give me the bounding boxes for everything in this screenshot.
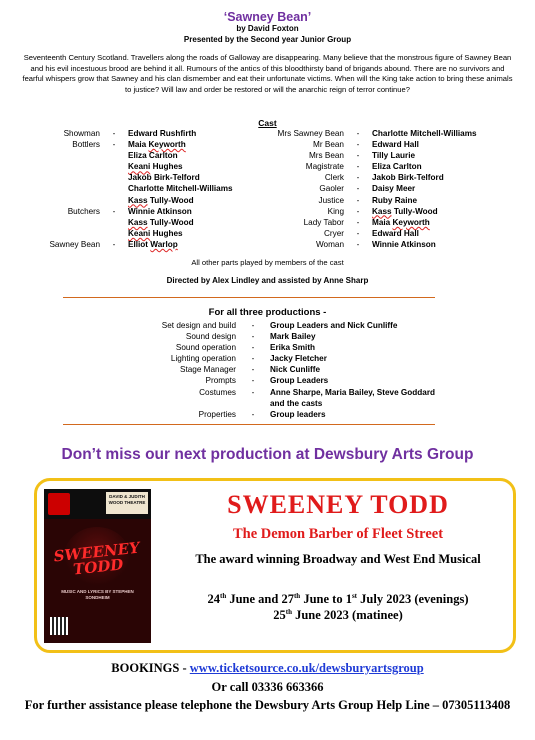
credit-dash [100, 183, 128, 194]
other-parts-note: All other parts played by members of the cast [191, 258, 344, 267]
poster-credits: MUSIC AND LYRICS BY STEPHEN SONDHEIM [61, 589, 134, 600]
credit-role [10, 228, 100, 239]
credit-actor: Keani Hughes [128, 228, 183, 238]
credit-actor: Elliot Warlop [128, 239, 178, 249]
credit-row [254, 183, 477, 194]
divider-rule [63, 297, 435, 298]
credit-role: Lady Tabor [303, 217, 344, 227]
credit-actor: Jakob Birk-Telford [372, 173, 444, 183]
credit-dash: - [356, 239, 360, 249]
credit-row [82, 342, 435, 353]
credit-dash [100, 150, 128, 161]
credit-actor: Erika Smith [270, 343, 316, 353]
credit-row [254, 161, 477, 172]
credit-dash: - [251, 343, 255, 353]
credit-role: Mr Bean [313, 140, 344, 150]
credit-dash: - [251, 409, 255, 419]
credit-role: Woman [315, 239, 344, 249]
credit-role: Butchers [67, 206, 100, 216]
credit-actor: Kass Tully-Wood [372, 206, 438, 216]
credit-row [82, 364, 435, 375]
credit-row [82, 398, 435, 409]
bookings-label: BOOKINGS - [111, 661, 190, 675]
crew-heading: For all three productions - [208, 307, 327, 318]
cast-list-right [254, 128, 477, 250]
credit-row [254, 150, 477, 161]
poster-qr-code-icon [50, 617, 68, 635]
credit-row [10, 183, 233, 194]
credit-role: Mrs Bean [308, 151, 344, 161]
credit-dash: - [251, 332, 255, 342]
credit-actor: Anne Sharpe, Maria Bailey, Steve Goddard [270, 387, 436, 397]
credit-row [82, 320, 435, 331]
credit-role: Bottlers [72, 140, 100, 150]
credit-row [82, 353, 435, 364]
credit-role: Costumes [199, 387, 236, 397]
credit-role: Clerk [324, 173, 344, 183]
credit-role: Justice [318, 195, 344, 205]
credit-row [10, 172, 233, 183]
credit-role [10, 161, 100, 172]
credit-dash: - [356, 184, 360, 194]
credit-actor: Charlotte Mitchell-Williams [128, 184, 233, 194]
credit-dash: - [251, 376, 255, 386]
credit-actor: Winnie Atkinson [128, 206, 192, 216]
credit-row [82, 375, 435, 386]
credit-role: Sawney Bean [49, 239, 100, 249]
credit-row [10, 206, 233, 217]
phone-line: Or call 03336 663366 [211, 680, 324, 694]
credit-role [10, 172, 100, 183]
credit-dash: - [356, 173, 360, 183]
credit-dash [100, 217, 128, 228]
credit-actor: Winnie Atkinson [372, 239, 436, 249]
credit-actor: Eliza Carlton [128, 151, 178, 161]
credit-role: Magistrate [305, 162, 344, 172]
show-subtitle: The Demon Barber of Fleet Street [232, 526, 444, 542]
credit-row [10, 139, 233, 150]
poster-theatre-logo: DAVID & JUDITH WOOD THEATRE [106, 492, 148, 514]
credit-row [254, 128, 477, 139]
credit-actor: and the casts [270, 398, 323, 408]
credit-actor: Charlotte Mitchell-Williams [372, 129, 477, 138]
credit-dash [100, 172, 128, 183]
cast-list-left [10, 128, 233, 250]
credit-dash: - [356, 228, 360, 238]
credit-role: King [327, 206, 344, 216]
poster-title: SWEENEY TODD [52, 538, 141, 579]
performance-dates [160, 592, 516, 623]
credit-row [254, 228, 477, 239]
credit-row [10, 239, 233, 250]
presented-by-line: Presented by the Second year Junior Group [183, 35, 352, 44]
credit-actor: Jakob Birk-Telford [128, 173, 200, 183]
credit-dash [100, 195, 128, 206]
credit-dash: - [112, 239, 116, 249]
credit-actor: Group Leaders and Nick Cunliffe [270, 321, 398, 330]
show-title: SWEENEY TODD [227, 490, 449, 519]
credit-role [82, 398, 236, 409]
credit-dash: - [356, 217, 360, 227]
poster-badge-icon [48, 493, 70, 515]
bookings-line [0, 661, 535, 676]
credit-actor: Edward Hall [372, 140, 419, 150]
credit-dash: - [112, 140, 116, 150]
credit-actor: Keani Hughes [128, 162, 183, 172]
credit-row [254, 195, 477, 206]
credit-dash [100, 228, 128, 239]
credit-role: Cryer [323, 228, 344, 238]
credit-role: Set design and build [161, 321, 236, 330]
credit-actor: Mark Bailey [270, 332, 316, 342]
credit-actor: Kass Tully-Wood [128, 217, 194, 227]
dates-evenings: 24th June and 27th June to 1st July 2023 (evenings) [207, 591, 469, 606]
credit-dash: - [251, 354, 255, 364]
credit-role: Sound operation [175, 343, 236, 353]
credit-actor: Nick Cunliffe [270, 365, 321, 375]
credit-row [82, 409, 435, 420]
bookings-link[interactable]: www.ticketsource.co.uk/dewsburyartsgroup [189, 661, 424, 675]
credit-actor: Maia Keyworth [372, 217, 430, 227]
credit-row [254, 206, 477, 217]
credit-role [10, 195, 100, 206]
credit-role: Properties [198, 409, 236, 419]
credit-dash: - [356, 140, 360, 150]
credit-dash: - [251, 321, 255, 330]
credit-dash: - [112, 129, 116, 138]
credit-dash: - [356, 162, 360, 172]
directed-by-line: Directed by Alex Lindley and assisted by Anne Sharp [166, 276, 369, 285]
next-production-heading: Don’t miss our next production at Dewsbury Arts Group [61, 446, 474, 463]
credit-dash: - [251, 387, 255, 397]
credit-dash: - [112, 206, 116, 216]
help-line: For further assistance please telephone the Dewsbury Arts Group Help Line – 07305113408 [24, 698, 511, 712]
credit-role [10, 183, 100, 194]
crew-list [82, 320, 435, 420]
credit-actor: Group Leaders [270, 376, 329, 386]
credit-role: Lighting operation [170, 354, 236, 364]
credit-row [254, 139, 477, 150]
dates-matinee: 25th June 2023 (matinee) [273, 607, 403, 622]
credit-dash: - [356, 206, 360, 216]
credit-dash [236, 398, 270, 409]
credit-role: Prompts [205, 376, 236, 386]
credit-row [10, 217, 233, 228]
credit-role [10, 217, 100, 228]
credit-dash [100, 161, 128, 172]
sweeney-todd-poster-image [44, 489, 151, 643]
author-line: by David Foxton [236, 24, 299, 33]
credit-actor: Eliza Carlton [372, 162, 422, 172]
credit-dash: - [356, 151, 360, 161]
credit-actor: Jacky Fletcher [270, 354, 327, 364]
credit-row [10, 128, 233, 139]
credit-row [254, 217, 477, 228]
credit-row [82, 387, 435, 398]
credit-row [82, 331, 435, 342]
credit-actor: Group leaders [270, 409, 326, 419]
credit-role: Gaoler [319, 184, 344, 194]
credit-role: Stage Manager [180, 365, 236, 375]
award-line: The award winning Broadway and West End Musical [195, 552, 481, 566]
credit-actor: Edward Hall [372, 228, 419, 238]
credit-actor: Kass Tully-Wood [128, 195, 194, 205]
credit-row [10, 195, 233, 206]
credit-role [10, 150, 100, 161]
credit-row [10, 150, 233, 161]
credit-role: Showman [63, 129, 100, 138]
credit-row [254, 239, 477, 250]
credit-dash: - [356, 129, 360, 138]
credit-dash: - [251, 365, 255, 375]
credit-actor: Tilly Laurie [372, 151, 416, 161]
credit-role: Sound design [185, 332, 236, 342]
credit-row [254, 172, 477, 183]
divider-rule [63, 424, 435, 425]
credit-role: Mrs Sawney Bean [277, 129, 344, 138]
credit-actor: Daisy Meer [372, 184, 416, 194]
production-title: ‘Sawney Bean’ [223, 10, 312, 24]
synopsis-paragraph: Seventeenth Century Scotland. Travellers along the roads of Galloway are disappearing. Many believe that the monstrous figure of Sawney Bean and his evil incestuous brood are behind it all. Rumours of the antics of this bloodthirsty band of brigands abound. There are no survivors and fearful whispers grow that Sawney and his clan dismember and eat their unfortunate victims. When will the King take action to bring these animals to justice? Will law and order be restored or will the anarchic reign of terror continue? [22, 53, 513, 94]
credit-actor: Maia Keyworth [128, 140, 186, 150]
credit-row [10, 161, 233, 172]
credit-actor: Edward Rushfirth [128, 129, 197, 138]
credit-row [10, 228, 233, 239]
cast-heading: Cast [258, 118, 277, 128]
credit-actor: Ruby Raine [372, 195, 418, 205]
credit-dash: - [356, 195, 360, 205]
